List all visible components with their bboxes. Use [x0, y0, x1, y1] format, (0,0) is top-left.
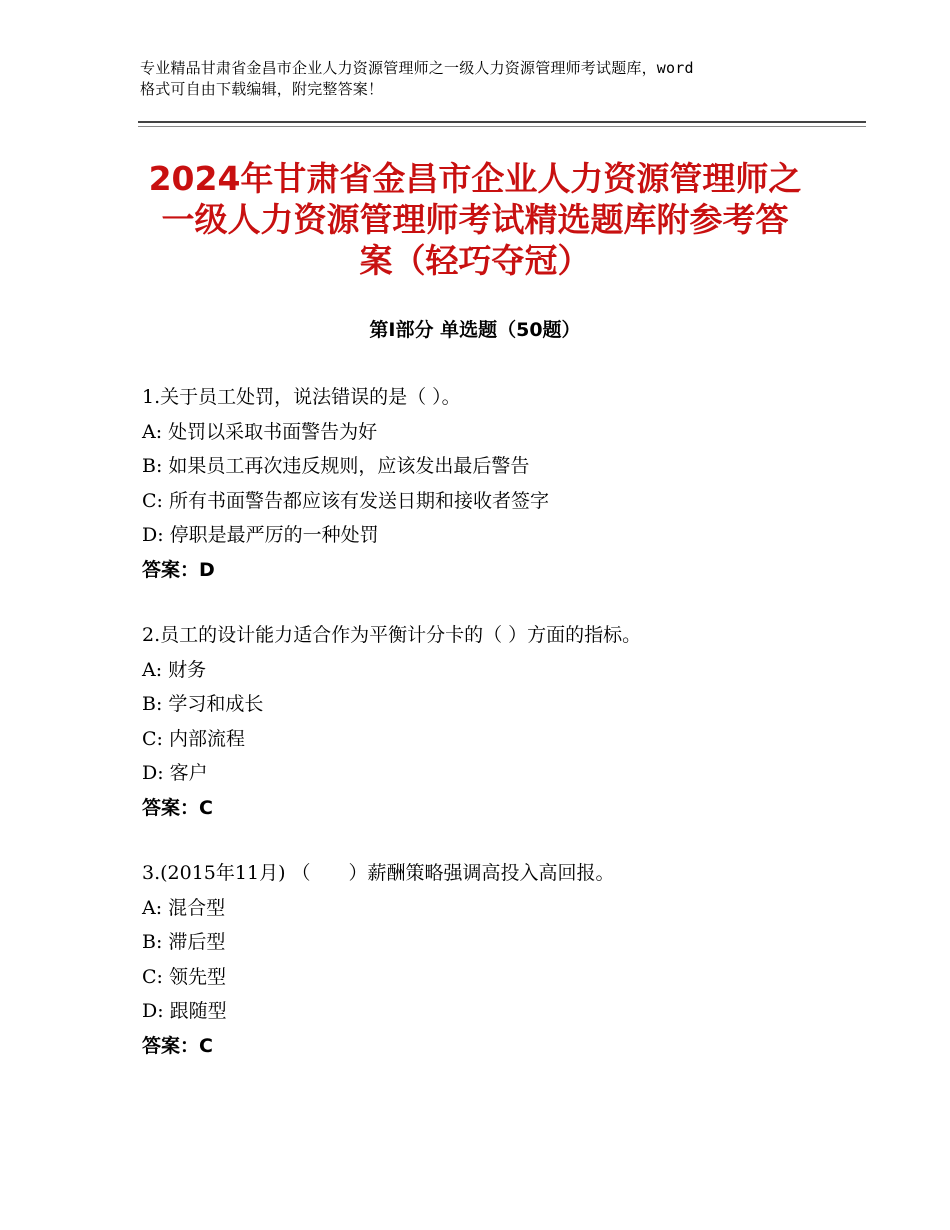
option-b: B: 学习和成长 [142, 693, 264, 715]
document-title-line: 2024年甘肃省金昌市企业人力资源管理师之 [148, 159, 802, 198]
option-d: D: 跟随型 [142, 1000, 227, 1022]
question-stem: 3.(2015年11月) （ ）薪酬策略强调高投入高回报。 [142, 862, 615, 884]
header-note-line: 格式可自由下载编辑，附完整答案！ [140, 80, 384, 98]
answer-label: 答案：C [142, 796, 213, 819]
document-title [120, 158, 830, 281]
option-b: B: 如果员工再次违反规则，应该发出最后警告 [142, 455, 530, 477]
option-a: A: 混合型 [142, 896, 226, 919]
option-c: C: 所有书面警告都应该有发送日期和接收者签字 [142, 489, 549, 512]
option-a: A: 处罚以采取书面警告为好 [142, 420, 378, 443]
option-c: C: 内部流程 [142, 727, 245, 750]
header-divider-thin [138, 126, 866, 127]
header-note [140, 58, 840, 100]
question-stem: 2.员工的设计能力适合作为平衡计分卡的（ ）方面的指标。 [142, 624, 642, 646]
option-d: D: 客户 [142, 762, 208, 784]
option-b: B: 滞后型 [142, 931, 226, 953]
option-c: C: 领先型 [142, 965, 226, 988]
question-list [142, 380, 832, 1094]
option-a: A: 财务 [142, 658, 207, 681]
question-3 [142, 856, 832, 1063]
section-heading: 第Ⅰ部分 单选题（50题） [369, 319, 581, 341]
question-stem: 1.关于员工处罚，说法错误的是（ ）。 [142, 386, 461, 408]
header-divider [138, 121, 866, 123]
document-title-line: 一级人力资源管理师考试精选题库附参考答 [161, 200, 789, 239]
question-1 [142, 380, 832, 587]
document-title-line: 案（轻巧夺冠） [359, 241, 591, 280]
answer-label: 答案：C [142, 1034, 213, 1057]
question-2 [142, 618, 832, 825]
header-note-line: 专业精品甘肃省金昌市企业人力资源管理师之一级人力资源管理师考试题库，word [140, 59, 694, 77]
option-d: D: 停职是最严厉的一种处罚 [142, 524, 379, 546]
answer-label: 答案：D [142, 558, 215, 581]
